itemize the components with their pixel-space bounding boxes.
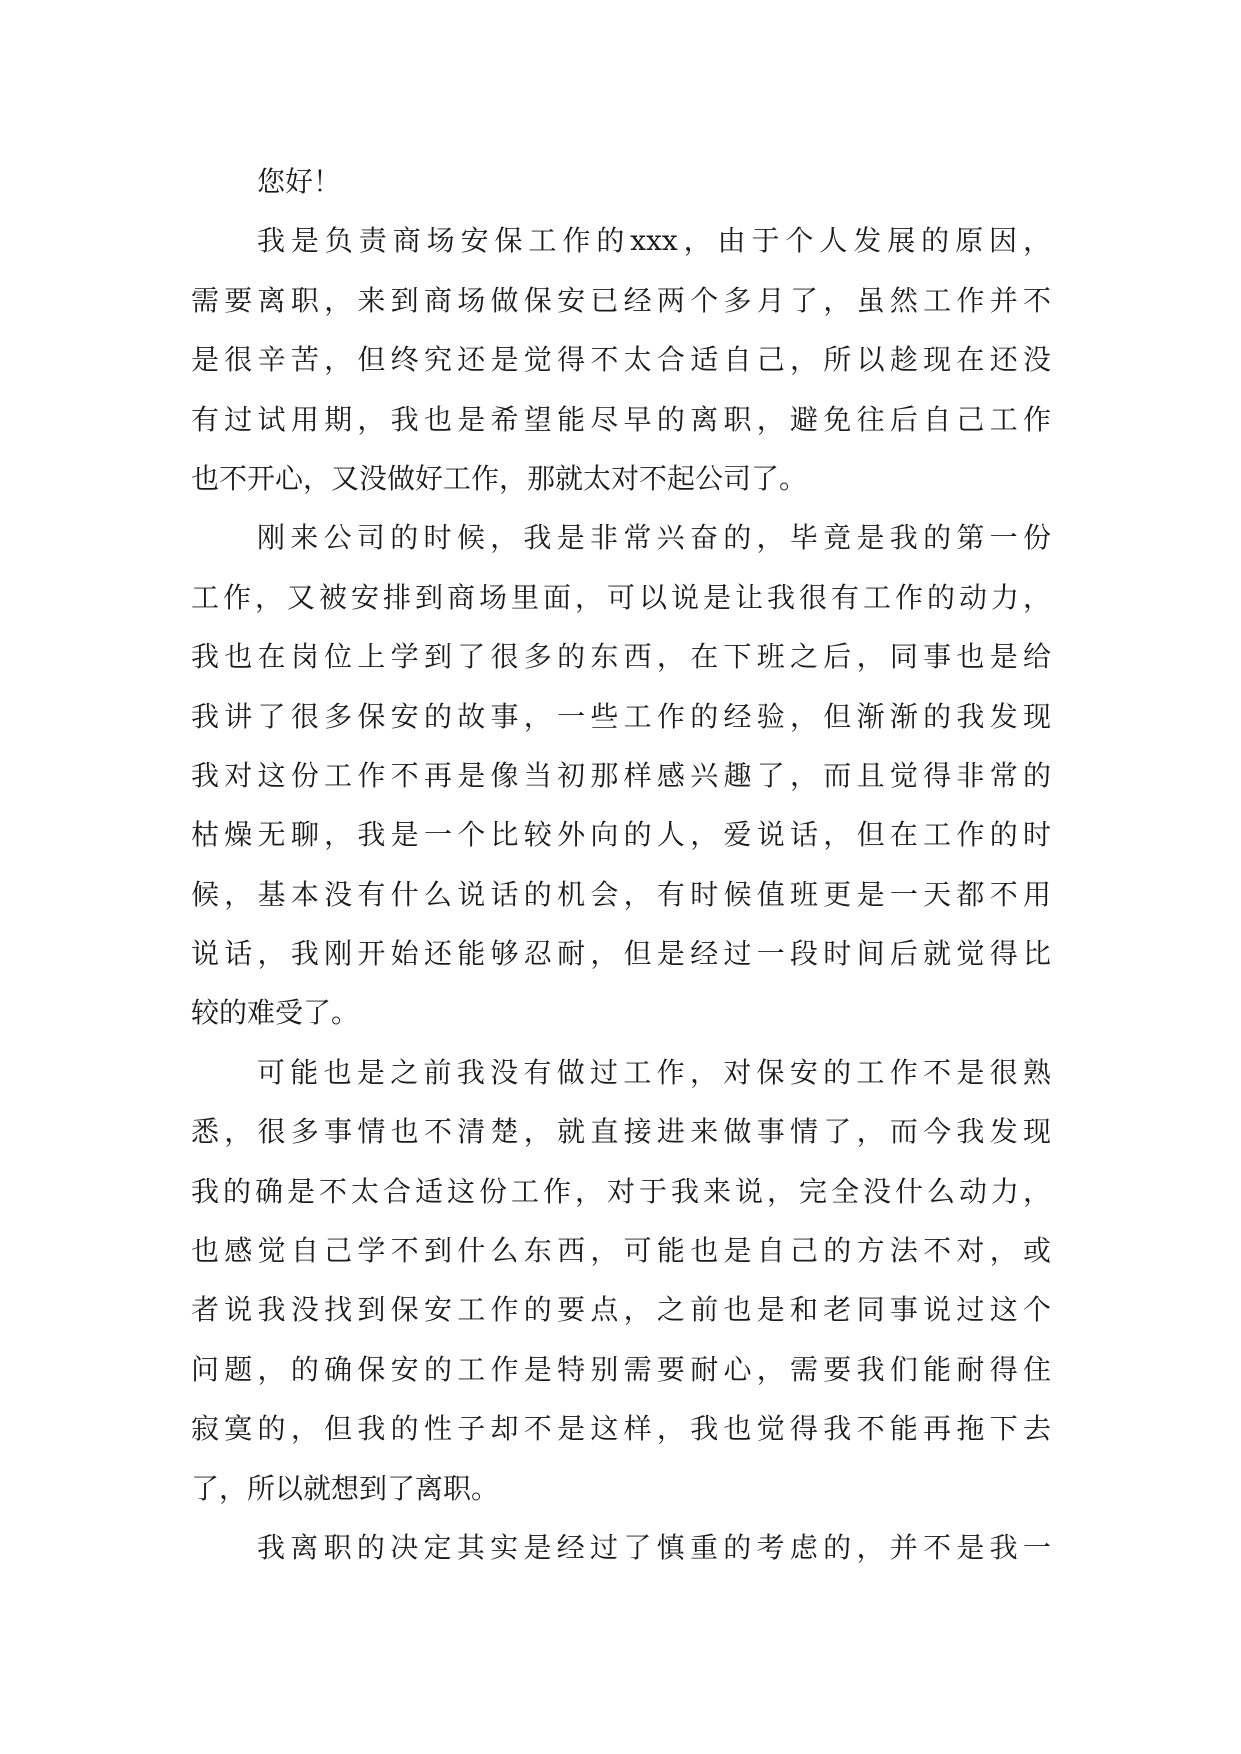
paragraph-1: [191, 211, 1051, 508]
paragraph-4: [191, 1518, 1051, 1577]
text-line: 我讲了很多保安的故事，一些工作的经验，但渐渐的我发现: [191, 699, 1051, 733]
letter-body: [191, 152, 1051, 1577]
text-line: 也感觉自己学不到什么东西，可能也是自己的方法不对，或: [191, 1234, 1051, 1268]
text-line: 有过试用期，我也是希望能尽早的离职，避免往后自己工作: [191, 402, 1051, 436]
text-line: 我也在岗位上学到了很多的东西，在下班之后，同事也是给: [191, 640, 1051, 674]
text-line: 较的难受了。: [191, 996, 360, 1030]
text-line: 我离职的决定其实是经过了慎重的考虑的，并不是我一: [257, 1530, 1051, 1564]
greeting: 您好！: [257, 165, 342, 198]
text-line: 候，基本没有什么说话的机会，有时候值班更是一天都不用: [191, 877, 1051, 911]
text-line: 悉，很多事情也不清楚，就直接进来做事情了，而今我发现: [191, 1115, 1051, 1149]
text-line: 者说我没找到保安工作的要点，之前也是和老同事说过这个: [191, 1293, 1051, 1327]
text-line: 说话，我刚开始还能够忍耐，但是经过一段时间后就觉得比: [191, 937, 1051, 971]
text-line: 枯燥无聊，我是一个比较外向的人，爱说话，但在工作的时: [191, 818, 1051, 852]
text-line: 也不开心，又没做好工作，那就太对不起公司了。: [191, 461, 808, 495]
text-line: 我对这份工作不再是像当初那样感兴趣了，而且觉得非常的: [191, 758, 1051, 792]
paragraph-2: [191, 508, 1051, 1043]
text-line: 可能也是之前我没有做过工作，对保安的工作不是很熟: [257, 1055, 1051, 1089]
paragraph-3: [191, 1043, 1051, 1518]
text-line: 我的确是不太合适这份工作，对于我来说，完全没什么动力，: [191, 1174, 1051, 1208]
text-line: 工作，又被安排到商场里面，可以说是让我很有工作的动力，: [191, 580, 1051, 614]
text-line: 我是负责商场安保工作的xxx，由于个人发展的原因，: [257, 224, 1051, 258]
text-line: 了，所以就想到了离职。: [191, 1471, 500, 1505]
text-line: 刚来公司的时候，我是非常兴奋的，毕竟是我的第一份: [257, 521, 1051, 555]
text-line: 是很辛苦，但终究还是觉得不太合适自己，所以趁现在还没: [191, 343, 1051, 377]
text-line: 需要离职，来到商场做保安已经两个多月了，虽然工作并不: [191, 283, 1051, 317]
text-line: 寂寞的，但我的性子却不是这样，我也觉得我不能再拖下去: [191, 1412, 1051, 1446]
text-line: 问题，的确保安的工作是特别需要耐心，需要我们能耐得住: [191, 1352, 1051, 1386]
